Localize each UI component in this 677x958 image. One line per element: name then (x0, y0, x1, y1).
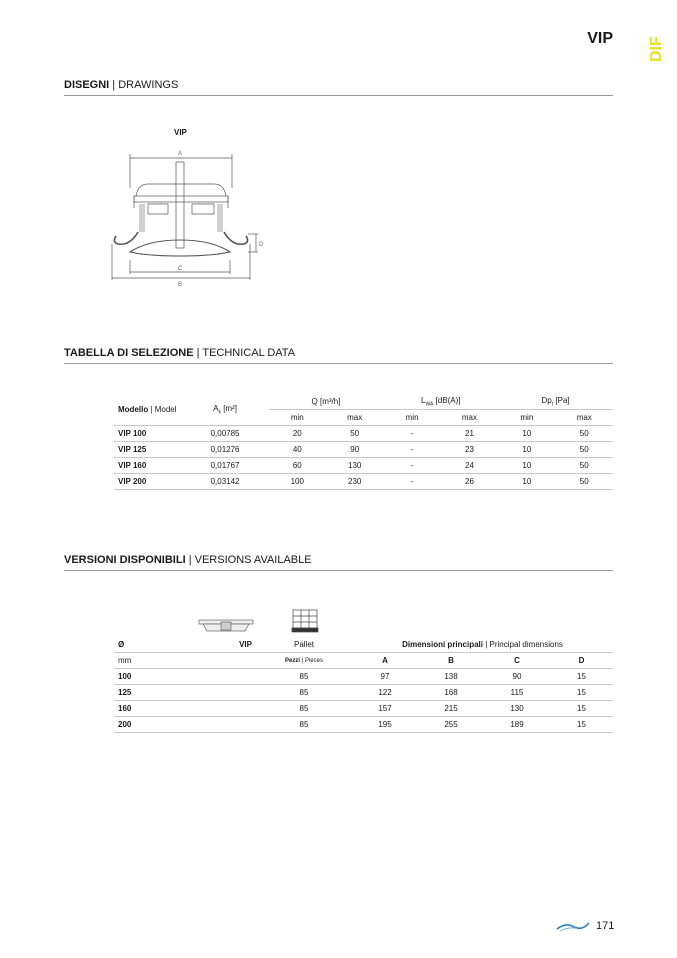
drawings-heading: DISEGNI | DRAWINGS (64, 79, 179, 91)
brand-wave-icon (556, 920, 590, 932)
technical-heading: TABELLA DI SELEZIONE | TECHNICAL DATA (64, 347, 296, 359)
c-header: C (484, 653, 550, 669)
pieces-header: Pezzi | Pieces (256, 653, 352, 669)
pallet-icon (291, 608, 319, 634)
tech-header-row-1 (114, 394, 613, 410)
drawing-label: VIP (174, 128, 187, 137)
table-row: 100 85 97 138 90 15 (114, 669, 613, 685)
drawings-rule (64, 95, 613, 96)
q-header: Q [m³/h] (269, 394, 384, 410)
a-header: A (352, 653, 418, 669)
d-header: D (550, 653, 613, 669)
table-row: VIP 200 0,03142 100 230 - 26 10 50 (114, 474, 613, 490)
vip-technical-drawing (108, 148, 268, 288)
table-row: 200 85 195 255 189 15 (114, 717, 613, 733)
b-header: B (418, 653, 484, 669)
dim-c-label: C (178, 266, 183, 272)
side-tab (648, 28, 666, 64)
pallet-header: Pallet (256, 637, 352, 653)
page-number: 171 (596, 920, 615, 932)
versions-rule (64, 570, 613, 571)
page-title: VIP (587, 30, 613, 47)
l-min-header: min (383, 410, 440, 426)
table-row: 125 85 122 168 115 15 (114, 685, 613, 701)
dp-min-header: min (498, 410, 555, 426)
side-tab-label: DIF (648, 36, 665, 62)
table-row: VIP 125 0,01276 40 90 - 23 10 50 (114, 442, 613, 458)
mm-header: mm (114, 653, 176, 669)
versions-table (114, 637, 613, 733)
q-min-header: min (269, 410, 326, 426)
dimensions-header: Dimensioni principali | Principal dimensions (352, 637, 613, 653)
dim-d-label: D (259, 242, 264, 248)
table-row: VIP 160 0,01767 60 130 - 24 10 50 (114, 458, 613, 474)
ak-header: $A_k$ [m²] (181, 394, 268, 426)
dim-b-label: B (178, 282, 183, 288)
technical-data-table (114, 394, 613, 490)
vip-product-icon (197, 617, 255, 635)
table-row: VIP 100 0,00785 20 50 - 21 10 50 (114, 426, 613, 442)
table-row: 160 85 157 215 130 15 (114, 701, 613, 717)
q-max-header: max (326, 410, 383, 426)
versions-heading: VERSIONI DISPONIBILI | VERSIONS AVAILABLE (64, 554, 312, 566)
versions-header-row-2 (114, 653, 613, 669)
versions-header-row-1 (114, 637, 613, 653)
dp-header: $Dp_t$ [Pa] (498, 394, 613, 410)
technical-rule (64, 363, 613, 364)
diameter-header: Ø (114, 637, 176, 653)
l-max-header: max (441, 410, 498, 426)
dp-max-header: max (556, 410, 613, 426)
model-header: Modello | Model (114, 394, 181, 426)
lwa-header: $L_{WA}$ [dB(A)] (383, 394, 498, 410)
dim-a-label: A (178, 151, 183, 157)
vip-header: VIP (176, 637, 256, 653)
